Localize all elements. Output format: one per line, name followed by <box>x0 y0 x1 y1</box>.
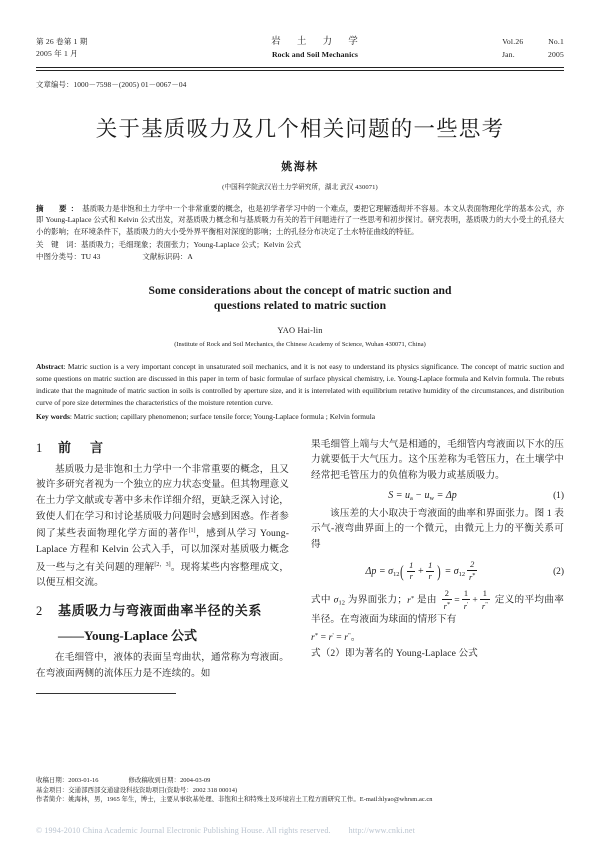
equation-1 <box>311 490 564 502</box>
para3-suffix: 定义的平均曲率半径。在弯液面为球面的情形下有 <box>311 595 564 626</box>
equation-2-number: (2) <box>553 566 564 577</box>
keywords-en-text: : Matric suction; capillary phenomenon; surface tensile force; Young-Laplace formula ; Kelvin formula <box>69 411 376 421</box>
running-head-left <box>36 36 186 61</box>
right-column-paragraph-4: 式（2）即为著名的 Young-Laplace 公式 <box>311 647 478 659</box>
email-label: E-mail: <box>359 796 380 804</box>
email-value[interactable]: hlyao@whrsm.ac.cn <box>379 796 433 804</box>
equation-1-expression: $S = u_a - u_w = \Delta p$ <box>388 489 457 502</box>
journal-title-cn: 岩 土 力 学 <box>271 37 365 47</box>
page-content <box>36 0 565 804</box>
right-column-paragraph-2: 该压差的大小取决于弯液面的曲率和界面张力。图 1 表示气-液弯曲界面上的一个微元，由微元上力的平衡关系可得 <box>311 507 564 550</box>
equation-2-expression: $\Delta p = \sigma_{12}$( $\frac{1}{r}$ + $\frac{1}{r}$ ) = $\sigma_{12}$ $\frac{2}{r^*}$ <box>365 560 476 583</box>
classification-cn <box>36 251 564 263</box>
section-1-number: 1 <box>36 440 43 455</box>
equation-2 <box>311 560 564 583</box>
cnki-url[interactable]: http://www.cnki.net <box>348 826 415 835</box>
cnki-copyright: © 1994-2010 China Academic Journal Electronic Publishing House. All rights reserved. <box>36 826 331 835</box>
section-1-paragraph <box>36 462 289 591</box>
keywords-cn <box>36 239 564 251</box>
author-en: YAO Hai-lin <box>277 325 323 335</box>
abstract-cn-label: 摘 要： <box>36 203 83 213</box>
right-column-continued-paragraph: 果毛细管上端与大气是相通的，毛细管内弯液面以下水的压力就要低于大气压力。这个压差称为毛管压力，在土壤学中经常把毛管压力的负值称为吸力或基质吸力。 <box>311 438 564 481</box>
running-head-right <box>444 36 564 62</box>
journal-title-en: Rock and Soil Mechanics <box>271 50 359 60</box>
body-columns <box>36 437 564 699</box>
abstract-en <box>36 361 564 410</box>
keywords-en <box>36 411 564 423</box>
month-label: Jan. <box>502 50 515 60</box>
para3-mid2: 是由 <box>414 595 440 607</box>
footnote-dates <box>36 776 564 786</box>
title-en-line1: Some considerations about the concept of matric suction and <box>148 283 452 297</box>
revised-label: 修改稿收到日期： <box>128 777 181 784</box>
received-value: 2003-01-16 <box>68 777 99 784</box>
equation-1-number: (1) <box>553 490 564 501</box>
running-head <box>36 0 564 62</box>
article-number <box>36 79 564 90</box>
revised-value: 2004-03-09 <box>180 777 211 784</box>
keywords-cn-label: 关 键 词： <box>36 239 81 249</box>
section-2-subtitle: ——Young-Laplace 公式 <box>58 627 198 643</box>
fund-value: 交通部西部交通建设科技资助项目(资助号：2002 318 00014) <box>68 786 238 794</box>
right-column-paragraph-3b: r* = r' = r"。 <box>311 631 361 643</box>
abstract-cn <box>36 203 564 238</box>
footnote-block <box>36 776 564 805</box>
bio-value: 姚海林，男，1965 年生，博士，主要从事软基处理、非饱和土和特殊土及环境岩土工程方面研究工作。 <box>68 796 360 804</box>
section-2-paragraph: 在毛细管中，液体的表面呈弯曲状，通常称为弯液面。在弯液面两侧的流体压力是不连续的。如 <box>36 651 289 679</box>
page-title-en <box>36 283 564 314</box>
body-column-left <box>36 437 289 699</box>
doccode-label: 文献标识码： <box>142 252 188 262</box>
abstract-en-label: Abstract <box>36 361 64 371</box>
year-label: 2005 <box>548 50 564 60</box>
keywords-en-label: Key words <box>36 411 70 421</box>
abstract-cn-text: 基质吸力是非饱和土力学中一个非常重要的概念，也是初学者学习中的一个难点，要把它理解透彻并不容易。本文从表面物理化学的基本公式，亦即 Young-Laplace 公式和 Kelvin 公式出发，对基质吸力概念和与基质吸力有关的若干问题进行了一些思考和初步探讨。研究表明，基质吸力的大小受土的孔径大小的影响；在环境条件下，基质吸力的大小受外界平衡相对深度的影响；土的孔径分布决定了土水特征曲线的特征。 <box>36 203 565 236</box>
footnote-fund <box>36 786 564 796</box>
article-number-value: 1000－7598－(2005) 01－0067－04 <box>73 79 187 89</box>
section-1-title: 前 言 <box>58 439 107 455</box>
affiliation-en: (Institute of Rock and Soil Mechanics, the Chinese Academy of Science, Wuhan 430071, China) <box>174 340 426 348</box>
citation-ref-2: [2，3] <box>154 561 171 568</box>
section-2-title: 基质吸力与弯液面曲率半径的关系 <box>58 602 263 618</box>
affiliation-cn: (中国科学院武汉岩土力学研究所，湖北 武汉 430071) <box>222 183 378 191</box>
footnote-divider <box>36 693 176 694</box>
doccode-value: A <box>187 252 193 262</box>
clc-label: 中图分类号： <box>36 252 81 262</box>
volume-issue-cn: 第 26 卷第 1 期 <box>36 37 88 46</box>
cnki-footer <box>36 826 576 835</box>
page-title-cn: 关于基质吸力及几个相关问题的一些思考 <box>95 116 505 141</box>
body-column-right <box>311 437 564 699</box>
section-1-para-a: 基质吸力是非饱和土力学中一个非常重要的概念，且又被许多研究者视为一个独立的应力状态变量。但其物理意义在土力学文献或专著中多未作详细介绍，更缺乏深入讨论，致使人们在学习和讨论基质吸力问题时会感到困惑。作者参阅了某些表面物理化学方面的著作 <box>36 463 289 540</box>
clc-value: TU 43 <box>81 252 101 262</box>
right-column-paragraph-3: 式中 $\sigma_{12}$ 为界面张力；r* 是由 $\frac{2}{r^*}$ = $\frac{1}{r'}$ + $\frac{1}{r^"}$ 定义的平均曲率半径。在弯液面为球面的情形下有 <box>311 589 564 626</box>
running-head-center <box>186 36 444 62</box>
issue-label: No.1 <box>548 37 564 46</box>
author-cn: 姚海林 <box>281 160 319 173</box>
para3-end: 。 <box>350 631 361 643</box>
section-2-number: 2 <box>36 603 43 618</box>
bio-label: 作者简介： <box>36 796 69 804</box>
section-1-para-c: 。现将某些内容整理成文，以便互相交流。 <box>36 561 290 589</box>
citation-ref-1: [1] <box>188 528 196 535</box>
fund-label: 基金项目： <box>36 786 69 794</box>
article-number-label: 文章编号： <box>36 79 74 89</box>
title-en-line2: questions related to matric suction <box>213 299 387 313</box>
section-heading-1 <box>36 437 289 456</box>
date-cn: 2005 年 1 月 <box>36 49 78 59</box>
volume-label: Vol.26 <box>502 37 524 46</box>
para3-mid1: 为界面张力； <box>345 595 408 607</box>
section-1-para-b: ，感到从学习 Young-Laplace 方程和 Kelvin 公式入手，可以加深对基质吸力概念及一些与之有关问题的理解 <box>36 528 289 573</box>
para3-prefix: 式中 <box>311 595 334 607</box>
section-heading-2 <box>36 600 289 619</box>
keywords-cn-text: 基质吸力；毛细现象；表面张力；Young-Laplace 公式；Kelvin 公式 <box>81 239 302 249</box>
received-label: 收稿日期： <box>36 777 69 784</box>
footnote-bio <box>36 795 564 805</box>
header-divider <box>36 67 564 71</box>
abstract-en-text: : Matric suction is a very important concept in unsaturated soil mechanics, and it is not easy to understand its physics significance. The concept of matric suction and some questions on matric suction are discussed in this paper in term of basic formulae of surface physical chemistry, i.e. Young-Laplace formula and Kelvin formula. The rebuts indicate that the magnitude of matric suction in soils is controlled by aperture size, and it is interrelated with equilibrium retative humidity of the circumstances, and distribution curve of pore size determines the characteristics of the moisture retention curve. <box>36 361 564 408</box>
